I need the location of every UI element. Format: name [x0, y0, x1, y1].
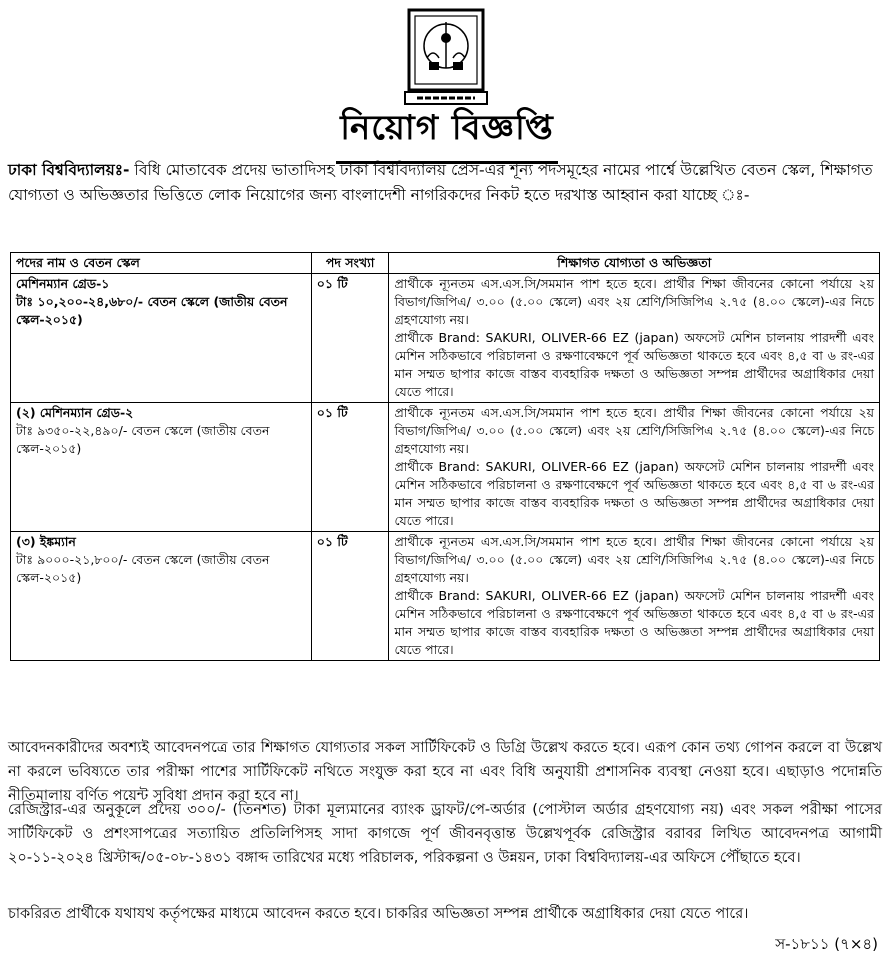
post-cell [11, 403, 312, 532]
post-cell [11, 532, 312, 661]
salary-scale: টাঃ ১০,২০০-২৪,৬৮০/- বেতন স্কেলে (জাতীয় বেতন স্কেল-২০১৫) [16, 294, 288, 327]
table-row [11, 403, 880, 532]
employed-candidates-paragraph: চাকরিরত প্রার্থীকে যথাযথ কর্তৃপক্ষের মাধ্যমে আবেদন করতে হবে। চাকরির অভিজ্ঞতা সম্পন্ন প্রার্থীকে অগ্রাধিকার দেয়া যেতে পারে। [8, 906, 749, 922]
post-name: মেশিনম্যান গ্রেড-১ [16, 276, 110, 291]
table-header-row [11, 253, 880, 274]
qualification-education: প্রার্থীকে ন্যূনতম এস.এস.সি/সমমান পাশ হতে হবে। প্রার্থীর শিক্ষা জীবনের কোনো পর্যায়ে ২য় বিভাগ/জিপিএ/ ৩.০০ (৫.০০ স্কেলে) এবং ২য় শ্রেণি/সিজিপিএ ২.৭৫ (৪.০০ স্কেলে)-এর নিচে গ্রহণযোগ্য নয়। [394, 276, 874, 327]
page-title: নিয়োগ বিজ্ঞপ্তি [0, 102, 894, 164]
qualification-cell [389, 403, 880, 532]
post-count: ০১ টি [311, 532, 389, 661]
intro-lead: ঢাকা বিশ্ববিদ্যালয়ঃ- [8, 161, 130, 179]
table-row [11, 532, 880, 661]
dhaka-university-seal-icon [395, 8, 497, 108]
qualification-education: প্রার্থীকে ন্যূনতম এস.এস.সি/সমমান পাশ হতে হবে। প্রার্থীর শিক্ষা জীবনের কোনো পর্যায়ে ২য় বিভাগ/জিপিএ/ ৩.০০ (৫.০০ স্কেলে) এবং ২য় শ্রেণি/সিজিপিএ ২.৭৫ (৪.০০ স্কেলে)-এর নিচে গ্রহণযোগ্য নয়। [394, 534, 874, 585]
intro-text: বিধি মোতাবেক প্রদেয় ভাতাদিসহ ঢাকা বিশ্ববিদ্যালয় প্রেস-এর শূন্য পদসমূহের নামের পার্শ্বে উল্লেখিত বেতন স্কেল, শিক্ষাগত যোগ্যতা ও অভিজ্ঞতার ভিত্তিতে লোক নিয়োগের জন্য বাংলাদেশী নাগরিকদের নিকট হতে দরখাস্ত আহ্বান করা যাচ্ছে ঃ- [8, 161, 873, 204]
post-name: (২) মেশিনম্যান গ্রেড-২ [16, 405, 134, 420]
qualification-cell [389, 532, 880, 661]
post-cell [11, 274, 312, 403]
vacancy-table [10, 252, 880, 661]
reference-number: স-১৮১১ (৭×৪) [775, 935, 878, 953]
qualification-experience: প্রার্থীকে Brand: SAKURI, OLIVER-66 EZ (japan) অফসেট মেশিন চালনায় পারদর্শী এবং মেশিন সঠিকভাবে পরিচালনা ও রক্ষণাবেক্ষণে পূর্ব অভিজ্ঞতা থাকতে হবে এবং ৪,৫ বা ৬ রং-এর মান সম্মত ছাপার কাজে বাস্তব ব্যবহারিক দক্ষতা ও অভিজ্ঞতা সম্পন্ন প্রার্থীদের অগ্রাধিকার দেয়া যেতে পারে। [394, 588, 874, 657]
intro-paragraph [8, 158, 880, 208]
post-name: (৩) ইঙ্কম্যান [16, 534, 76, 549]
post-count: ০১ টি [311, 403, 389, 532]
qualification-cell [389, 274, 880, 403]
application-instructions-paragraph: রেজিস্ট্রার-এর অনুকূলে প্রদেয় ৩০০/- (তিনশত) টাকা মূল্যমানের ব্যাংক ড্রাফট/পে-অর্ডার (পোস্টাল অর্ডার গ্রহণযোগ্য নয়) এবং সকল পরীক্ষা পাসের সার্টিফিকেট ও প্রশংসাপত্রের সত্যায়িত প্রতিলিপিসহ সাদা কাগজে পূর্ণ জীবনবৃত্তান্ত উল্লেখপূর্বক রেজিস্ট্রার বরাবর লিখিত আবেদনপত্র আগামী ২০-১১-২০২৪ খ্রিস্টাব্দ/০৫-০৮-১৪৩১ বঙ্গাব্দ তারিখের মধ্যে পরিচালক, পরিকল্পনা ও উন্নয়ন, ঢাকা বিশ্ববিদ্যালয়-এর অফিসে পৌঁছাতে হবে। [8, 802, 882, 866]
salary-scale: টাঃ ৯০০০-২১,৮০০/- বেতন স্কেলে (জাতীয় বেতন স্কেল-২০১৫) [16, 552, 270, 585]
header-post-count: পদ সংখ্যা [311, 253, 389, 274]
salary-scale: টাঃ ৯৩৫০-২২,৪৯০/- বেতন স্কেলে (জাতীয় বেতন স্কেল-২০১৫) [16, 423, 270, 456]
table-row [11, 274, 880, 403]
header-post-name: পদের নাম ও বেতন স্কেল [11, 253, 312, 274]
post-count: ০১ টি [311, 274, 389, 403]
qualification-experience: প্রার্থীকে Brand: SAKURI, OLIVER-66 EZ (japan) অফসেট মেশিন চালনায় পারদর্শী এবং মেশিন সঠিকভাবে পরিচালনা ও রক্ষণাবেক্ষণে পূর্ব অভিজ্ঞতা থাকতে হবে এবং ৪,৫ বা ৬ রং-এর মান সম্মত ছাপার কাজে বাস্তব ব্যবহারিক দক্ষতা ও অভিজ্ঞতা সম্পন্ন প্রার্থীদের অগ্রাধিকার দেয়া যেতে পারে। [394, 330, 874, 399]
qualification-education: প্রার্থীকে ন্যূনতম এস.এস.সি/সমমান পাশ হতে হবে। প্রার্থীর শিক্ষা জীবনের কোনো পর্যায়ে ২য় বিভাগ/জিপিএ/ ৩.০০ (৫.০০ স্কেলে) এবং ২য় শ্রেণি/সিজিপিএ ২.৭৫ (৪.০০ স্কেলে)-এর নিচে গ্রহণযোগ্য নয়। [394, 405, 874, 456]
header-qualification: শিক্ষাগত যোগ্যতা ও অভিজ্ঞতা [389, 253, 880, 274]
qualification-experience: প্রার্থীকে Brand: SAKURI, OLIVER-66 EZ (japan) অফসেট মেশিন চালনায় পারদর্শী এবং মেশিন সঠিকভাবে পরিচালনা ও রক্ষণাবেক্ষণে পূর্ব অভিজ্ঞতা থাকতে হবে এবং ৪,৫ বা ৬ রং-এর মান সম্মত ছাপার কাজে বাস্তব ব্যবহারিক দক্ষতা ও অভিজ্ঞতা সম্পন্ন প্রার্থীদের অগ্রাধিকার দেয়া যেতে পারে। [394, 459, 874, 528]
certificate-notice-paragraph: আবেদনকারীদের অবশ্যই আবেদনপত্রে তার শিক্ষাগত যোগ্যতার সকল সার্টিফিকেট ও ডিগ্রি উল্লেখ করতে হবে। এরূপ কোন তথ্য গোপন করলে বা উল্লেখ না করলে ভবিষ্যতে তার পরীক্ষা পাশের সার্টিফিকেট নথিতে সংযুক্ত করা হবে না এবং বিধি অনুযায়ী প্রশাসনিক ব্যবস্থা নেওয়া হবে। এছাড়াও পদোন্নতি নীতিমালায় বর্ণিত পয়েন্ট সুবিধা প্রদান করা হবে না। [8, 740, 882, 804]
